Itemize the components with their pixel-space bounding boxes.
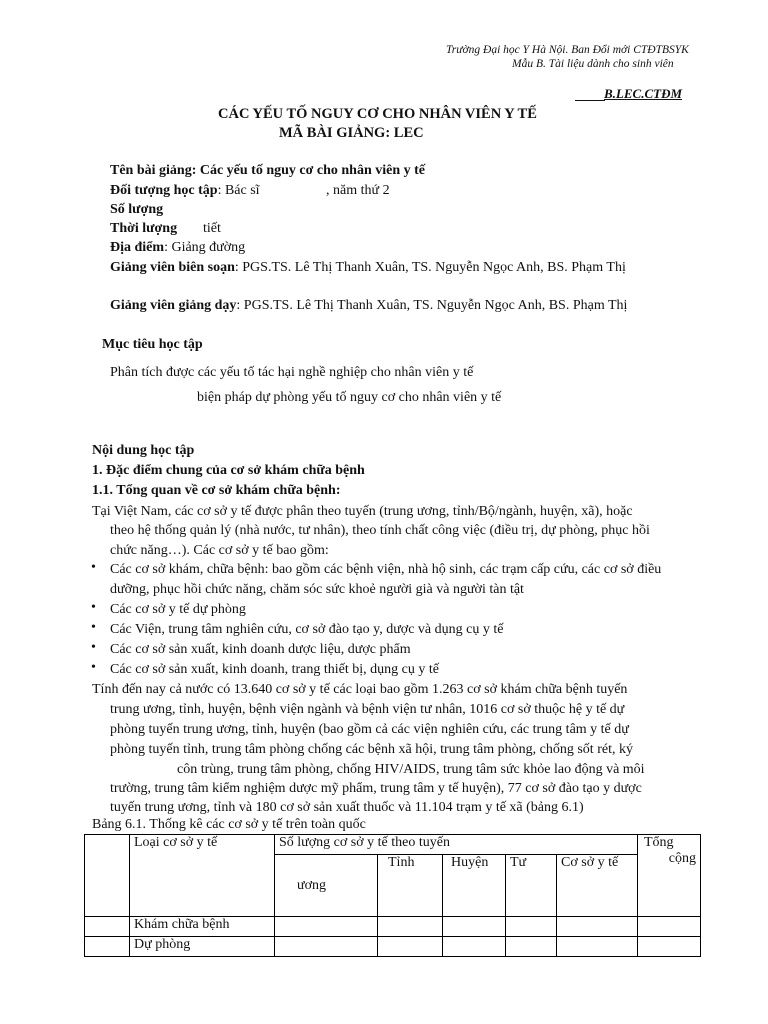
table-cell bbox=[275, 917, 378, 937]
table-row-label-text: Dự phòng bbox=[134, 937, 191, 952]
table-cell bbox=[557, 917, 638, 937]
code-underline bbox=[575, 100, 605, 101]
duration-label: Thời lượng bbox=[110, 221, 178, 236]
section-1-1-heading: 1.1. Tổng quan về cơ sở khám chữa bệnh: bbox=[92, 483, 341, 498]
teacher-value: : PGS.TS. Lê Thị Thanh Xuân, TS. Nguyễn Ngọc Anh, BS. Phạm Thị bbox=[236, 298, 628, 313]
table-header-group-text: Số lượng cơ sở y tế theo tuyến bbox=[279, 835, 450, 850]
bullet-marker: • bbox=[91, 560, 96, 575]
paragraph-1-line-3: chức năng…). Các cơ sở y tế bao gồm: bbox=[110, 543, 329, 558]
table-cell bbox=[85, 937, 130, 957]
author-value: : PGS.TS. Lê Thị Thanh Xuân, TS. Nguyễn Ngọc Anh, BS. Phạm Thị bbox=[234, 260, 626, 275]
paragraph-2-line-5: côn trùng, trung tâm phòng, chống HIV/AIDS, trung tâm sức khỏe lao động và môi bbox=[177, 762, 645, 777]
paragraph-2-line-6: trường, trung tâm kiểm nghiệm dược mỹ phẩm, trung tâm y tế huyện), 77 cơ sở đào tạo y dược bbox=[110, 781, 642, 796]
table-subheader-province bbox=[378, 855, 443, 917]
table-subheader-province-text: Tỉnh bbox=[388, 855, 415, 870]
table-subheader-other bbox=[557, 855, 638, 917]
lecture-name-line bbox=[110, 163, 425, 179]
table-row-label bbox=[130, 917, 275, 937]
document-code: B.LEC.CTĐM bbox=[604, 86, 683, 101]
paragraph-2-line-4: phòng tuyến tỉnh, trung tâm phòng chống các bệnh xã hội, trung tâm phòng, chống sốt rét, ký bbox=[110, 742, 633, 757]
table-cell bbox=[506, 917, 557, 937]
paragraph-1-line-2: theo hệ thống quản lý (nhà nước, tư nhân), theo tính chất công việc (điều trị, dự phòng, phục hồi bbox=[110, 523, 650, 538]
bullet-item-1: Các cơ sở khám, chữa bệnh: bao gồm các bệnh viện, nhà hộ sinh, các trạm cấp cứu, các cơ sở điều dưỡng, phục hồi chức năng, chăm sóc sức khoẻ người già và người tàn tật bbox=[110, 562, 662, 597]
quantity-label: Số lượng bbox=[110, 202, 164, 217]
table-cell bbox=[506, 937, 557, 957]
table-subheader-central-text: ương bbox=[297, 877, 326, 893]
table-header-type-text: Loại cơ sở y tế bbox=[134, 835, 218, 850]
content-heading: Nội dung học tập bbox=[92, 443, 195, 458]
table-cell bbox=[443, 937, 506, 957]
paragraph-2-line-7: tuyến trung ương, tỉnh và 180 cơ sở sản xuất thuốc và 11.104 trạm y tế xã (bảng 6.1) bbox=[110, 800, 584, 815]
table-caption: Bảng 6.1. Thống kê các cơ sở y tế trên toàn quốc bbox=[92, 817, 366, 832]
table-cell bbox=[638, 917, 701, 937]
paragraph-2-line-1: Tính đến nay cả nước có 13.640 cơ sở y tế các loại bao gồm 1.263 cơ sở khám chữa bệnh tuyến bbox=[92, 682, 628, 697]
form-label: Mẫu B. Tài liệu dành cho sinh viên bbox=[512, 58, 674, 70]
bullet-item-4: Các cơ sở sản xuất, kinh doanh dược liệu, dược phẩm bbox=[110, 642, 411, 657]
table-subheader-district-text: Huyện bbox=[451, 855, 489, 870]
lecture-name-label: Tên bài giảng: bbox=[110, 163, 197, 178]
paragraph-2-line-3: phòng tuyến trung ương, tỉnh, huyện (bao gồm cả các viện nghiên cứu, các trung tâm y tế dự bbox=[110, 722, 629, 737]
paragraph-2-line-2: trung ương, tỉnh, huyện, bệnh viện ngành và bệnh viện tư nhân, 1016 cơ sở thuộc hệ y tế dự bbox=[110, 702, 625, 717]
bullet-marker: • bbox=[91, 660, 96, 675]
bullet-marker: • bbox=[91, 620, 96, 635]
quantity-line bbox=[110, 202, 163, 218]
bullet-marker: • bbox=[91, 600, 96, 615]
bullet-item-3: Các Viện, trung tâm nghiên cứu, cơ sở đào tạo y, dược và dụng cụ y tế bbox=[110, 622, 504, 637]
location-value: : Giảng đường bbox=[164, 240, 246, 255]
objective-item-2: biện pháp dự phòng yếu tố nguy cơ cho nhân viên y tế bbox=[197, 390, 502, 405]
bullet-item-5: Các cơ sở sản xuất, kinh doanh, trang thiết bị, dụng cụ y tế bbox=[110, 662, 439, 677]
institution-header: Trường Đại học Y Hà Nội. Ban Đổi mới CTĐTBSYK bbox=[446, 44, 689, 56]
table-cell bbox=[85, 917, 130, 937]
document-title: CÁC YẾU TỐ NGUY CƠ CHO NHÂN VIÊN Y TẾ bbox=[218, 106, 537, 122]
objectives-heading-text: Mục tiêu học tập bbox=[102, 337, 203, 352]
location-line bbox=[110, 240, 245, 256]
lecture-code-title: MÃ BÀI GIẢNG: LEC bbox=[279, 125, 424, 141]
table-cell bbox=[85, 835, 130, 917]
table-subheader-other-text: Cơ sở y tế bbox=[561, 855, 619, 870]
table-subheader-district bbox=[443, 855, 506, 917]
bullet-marker: • bbox=[91, 640, 96, 655]
table-header-group bbox=[275, 835, 638, 855]
table-header-type bbox=[130, 835, 275, 917]
table-header-total bbox=[638, 835, 701, 917]
target-line bbox=[110, 183, 260, 199]
table-cell bbox=[378, 937, 443, 957]
objective-item-1: Phân tích được các yếu tố tác hại nghề nghiệp cho nhân viên y tế bbox=[110, 365, 474, 380]
table-row-label-text: Khám chữa bệnh bbox=[134, 917, 230, 932]
table-cell bbox=[638, 937, 701, 957]
teacher-label: Giảng viên giảng dạy bbox=[110, 298, 237, 313]
bullet-item-2: Các cơ sở y tế dự phòng bbox=[110, 602, 246, 617]
teacher-line bbox=[110, 298, 627, 314]
table-subheader-central bbox=[275, 855, 378, 917]
table-cell bbox=[443, 917, 506, 937]
table-row-label bbox=[130, 937, 275, 957]
duration-line bbox=[110, 221, 177, 237]
objectives-heading bbox=[102, 337, 203, 353]
author-line bbox=[110, 260, 626, 276]
section-1-heading: 1. Đặc điểm chung của cơ sở khám chữa bệnh bbox=[92, 463, 365, 478]
location-label: Địa điểm bbox=[110, 240, 165, 255]
lecture-name-value: Các yếu tố nguy cơ cho nhân viên y tế bbox=[199, 163, 426, 178]
target-label: Đối tượng học tập bbox=[110, 183, 218, 198]
table-subheader-private bbox=[506, 855, 557, 917]
target-year: , năm thứ 2 bbox=[326, 183, 390, 198]
table-cell bbox=[275, 937, 378, 957]
facility-stats-table bbox=[84, 834, 701, 957]
table-subheader-private-text: Tư bbox=[510, 855, 527, 870]
table-header-total-line-1: Tổng bbox=[644, 835, 674, 850]
author-label: Giảng viên biên soạn bbox=[110, 260, 235, 275]
table-cell bbox=[557, 937, 638, 957]
duration-unit: tiết bbox=[203, 221, 221, 236]
table-header-total-line-2: cộng bbox=[668, 851, 696, 866]
table-cell bbox=[378, 917, 443, 937]
target-value: : Bác sĩ bbox=[217, 183, 260, 198]
paragraph-1-line-1: Tại Việt Nam, các cơ sở y tế được phân theo tuyến (trung ương, tỉnh/Bộ/ngành, huyện, xã), hoặc bbox=[92, 504, 633, 519]
